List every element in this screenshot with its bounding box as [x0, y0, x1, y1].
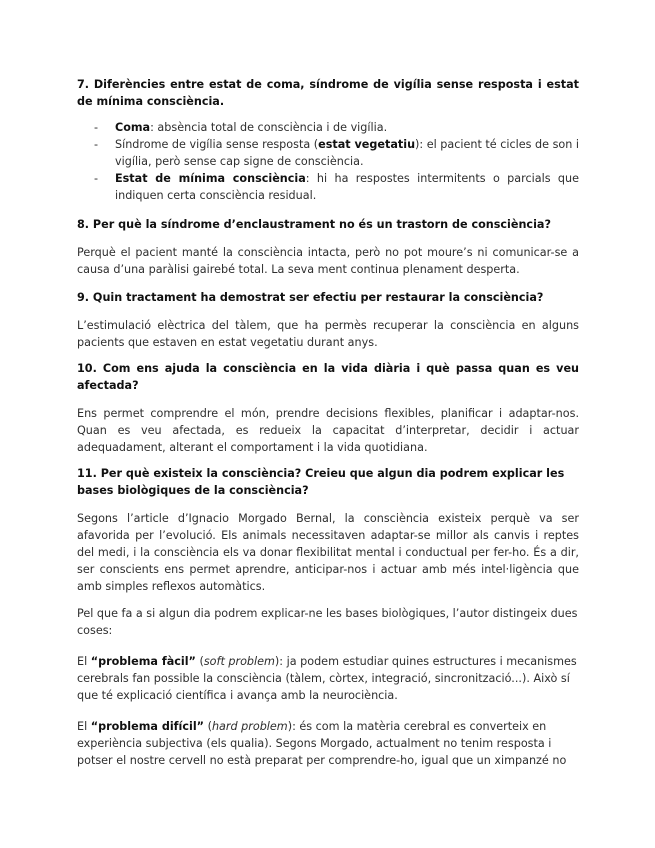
question-heading: 7. Diferències entre estat de coma, síndrome de vigília sense resposta i estat de mínima consciència.	[77, 78, 579, 108]
list-item	[77, 170, 579, 204]
answer-paragraph: Ens permet comprendre el món, prendre decisions flexibles, planificar i adaptar-nos. Quan es veu afectada, es redueix la capacitat d’interpretar, decidir i actuar adequadament, alterant el comportament i la vida quotidiana.	[77, 407, 579, 454]
definition-text: Síndrome de vigília sense resposta (	[115, 138, 319, 151]
definition-text: ): el pacient té cicles de son i vigília, però sense cap signe de consciència.	[115, 138, 579, 168]
emphasis: soft problem	[203, 655, 275, 668]
hard-problem-paragraph	[77, 718, 579, 769]
question-heading: 11. Per què existeix la consciència? Creieu que algun dia podrem explicar les bases biològiques de la consciència?	[77, 467, 565, 497]
list-item	[77, 119, 579, 136]
text: El	[77, 720, 91, 733]
question-heading: 9. Quin tractament ha demostrat ser efectiu per restaurar la consciència?	[77, 291, 544, 304]
answer-paragraph: Perquè el pacient manté la consciència intacta, però no pot moure’s ni comunicar-se a causa d’una paràlisi gairebé total. La seva ment continua plenament desperta.	[77, 246, 579, 276]
definition-text: : absència total de consciència i de vigília.	[150, 121, 388, 134]
text: ): ja podem estudiar quines estructures i mecanismes cerebrals fan possible la consciència (tàlem, còrtex, integració, sincronització...). Això sí que té explicació científica i avança amb la neurociència.	[77, 655, 577, 702]
soft-problem-paragraph	[77, 653, 579, 704]
term: Estat de mínima consciència	[115, 172, 306, 185]
definition-text: : hi ha respostes intermitents o parcials que indiquen certa consciència residual.	[115, 172, 579, 202]
answer-paragraph: L’estimulació elèctrica del tàlem, que ha permès recuperar la consciència en alguns pacients que estaven en estat vegetatiu durant anys.	[77, 319, 579, 349]
question-7	[77, 76, 579, 204]
question-10	[77, 360, 579, 456]
question-8	[77, 216, 579, 278]
answer-paragraph: Segons l’article d’Ignacio Morgado Bernal, la consciència existeix perquè va ser afavorida per l’evolució. Els animals necessitaven adaptar-se millor als canvis i reptes del medi, i la consciència els va donar flexibilitat mental i conductual per fer-ho. És a dir, ser conscients ens permet aprendre, anticipar-nos i actuar amb més intel·ligència que amb simples reflexos automàtics.	[77, 512, 579, 593]
text: (	[195, 655, 204, 668]
term: estat vegetatiu	[318, 138, 416, 151]
term: “problema fàcil”	[90, 655, 196, 668]
text: El	[77, 655, 91, 668]
question-9	[77, 289, 579, 351]
answer-paragraph: Pel que fa a si algun dia podrem explicar-ne les bases biològiques, l’autor distingeix dues coses:	[77, 607, 578, 637]
question-11	[77, 465, 579, 769]
text: ): és com la matèria cerebral es converteix en experiència subjectiva (els qualia). Segons Morgado, actualment no tenim resposta i potser el nostre cervell no està preparat per comprendre-ho, igual que un ximpanzé no	[77, 720, 567, 767]
question-heading: 10. Com ens ajuda la consciència en la vida diària i què passa quan es veu afectada?	[77, 362, 579, 392]
term: Coma	[115, 121, 151, 134]
list-item	[77, 136, 579, 170]
definition-list	[77, 119, 579, 204]
text: (	[204, 720, 212, 733]
term: “problema difícil”	[90, 720, 205, 733]
question-heading: 8. Per què la síndrome d’enclaustrament no és un trastorn de consciència?	[77, 218, 551, 231]
emphasis: hard problem	[211, 720, 288, 733]
